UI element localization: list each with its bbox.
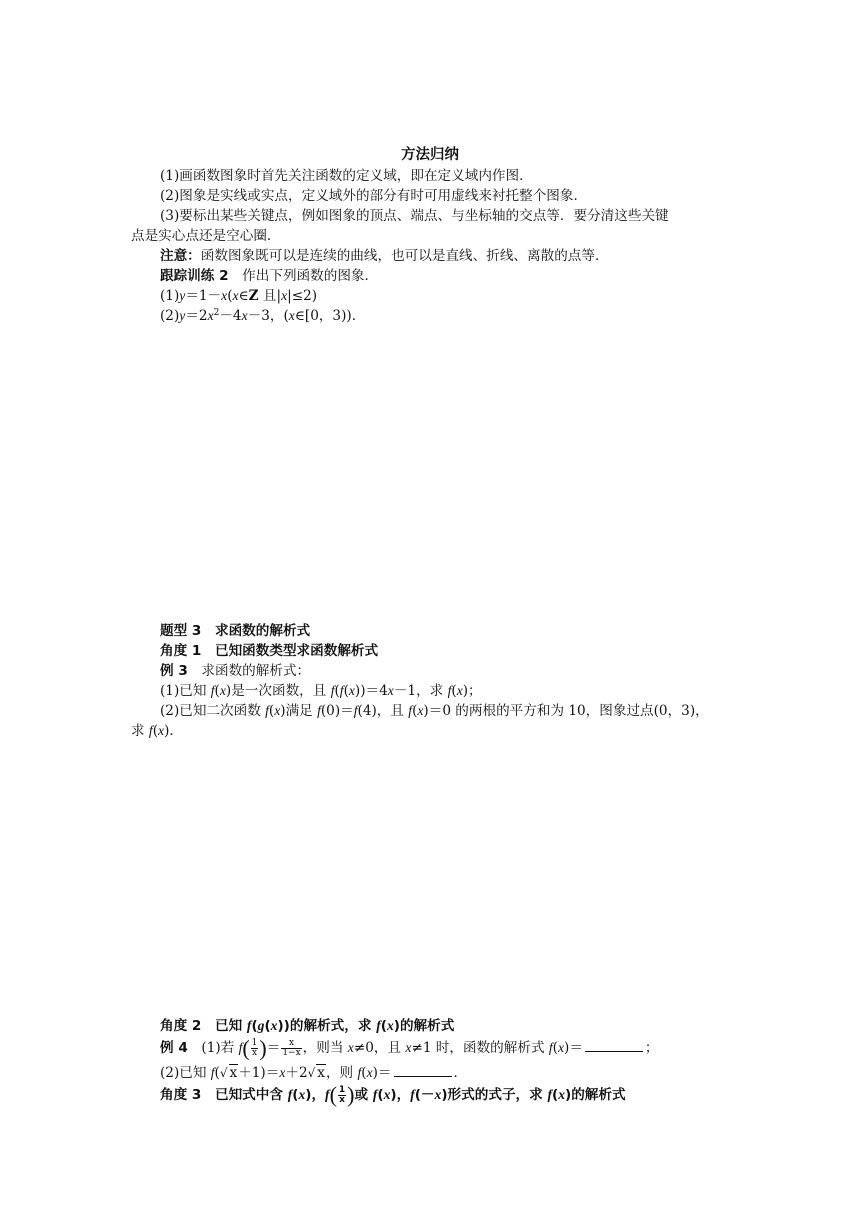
example-3-part-2: (2)已知二次函数 f(x)满足 f(0)＝f(4)，且 f(x)＝0 的两根的平方和为 10，图象过点(0，3)，: [160, 703, 709, 719]
method-point-3: (3)要标出某些关键点，例如图象的顶点、端点、与坐标轴的交点等．要分清这些关键: [160, 208, 669, 224]
example-4-label: 例 4: [160, 1040, 188, 1056]
example-3: [160, 661, 310, 681]
example-3-part-2-cont: 求 f(x)．: [131, 723, 183, 739]
answer-blank-2[interactable]: [394, 1064, 452, 1077]
note-label: 注意：: [160, 248, 201, 264]
training-2: [160, 266, 378, 286]
training-2-item-1: (1)y＝1－x(x∈Z 且|x|≤2): [160, 288, 318, 304]
method-point-2: (2)图象是实线或实点，定义域外的部分有时可用虚线来衬托整个图象．: [160, 188, 588, 204]
training-2-label: 跟踪训练 2: [160, 268, 229, 284]
answer-blank-1[interactable]: [585, 1039, 643, 1052]
example-3-text: 求函数的解析式：: [201, 663, 311, 679]
training-2-item-2: $(2)y=2x^2-4x-3$，(x∈[0，3))．: [160, 308, 366, 324]
example-3-part-1: (1)已知 f(x)是一次函数，且 f(f(x))＝4x－1，求 f(x)；: [160, 683, 482, 699]
angle-2-heading: 角度 2 已知 f(g(x))的解析式，求 f(x)的解析式: [160, 1018, 455, 1034]
type-3-heading: 题型 3 求函数的解析式: [160, 623, 311, 639]
example-3-label: 例 3: [160, 663, 188, 679]
training-2-text: 作出下列函数的图象．: [242, 268, 379, 284]
angle-3-heading: 角度 3 已知式中含 f(x)，f( $\frac{1}{x}$ )或 f(x)，f(－x)形式的式子，求 f(x)的解析式: [160, 1082, 626, 1107]
method-point-1: (1)画函数图象时首先关注函数的定义域，即在定义域内作图．: [160, 168, 533, 184]
section-title: 方法归纳: [401, 147, 459, 163]
example-4-part-2: (2)已知 f(√ x＋1)＝x＋2√ x，则 f(x)＝ ．: [160, 1065, 468, 1081]
note-text: 函数图象既可以是连续的曲线，也可以是直线、折线、离散的点等．: [200, 248, 609, 264]
method-note: [160, 246, 609, 266]
method-point-3-cont: 点是实心点还是空心圈．: [131, 228, 281, 244]
example-4-part-1: 例 4 (1)若 f( $\frac{1}{x}$ )＝ $\frac{x}{1-x}$ ，则当 x≠0，且 x≠1 时，函数的解析式 f(x)＝ ；: [160, 1035, 659, 1061]
angle-1-heading: 角度 1 已知函数类型求函数解析式: [160, 643, 379, 659]
